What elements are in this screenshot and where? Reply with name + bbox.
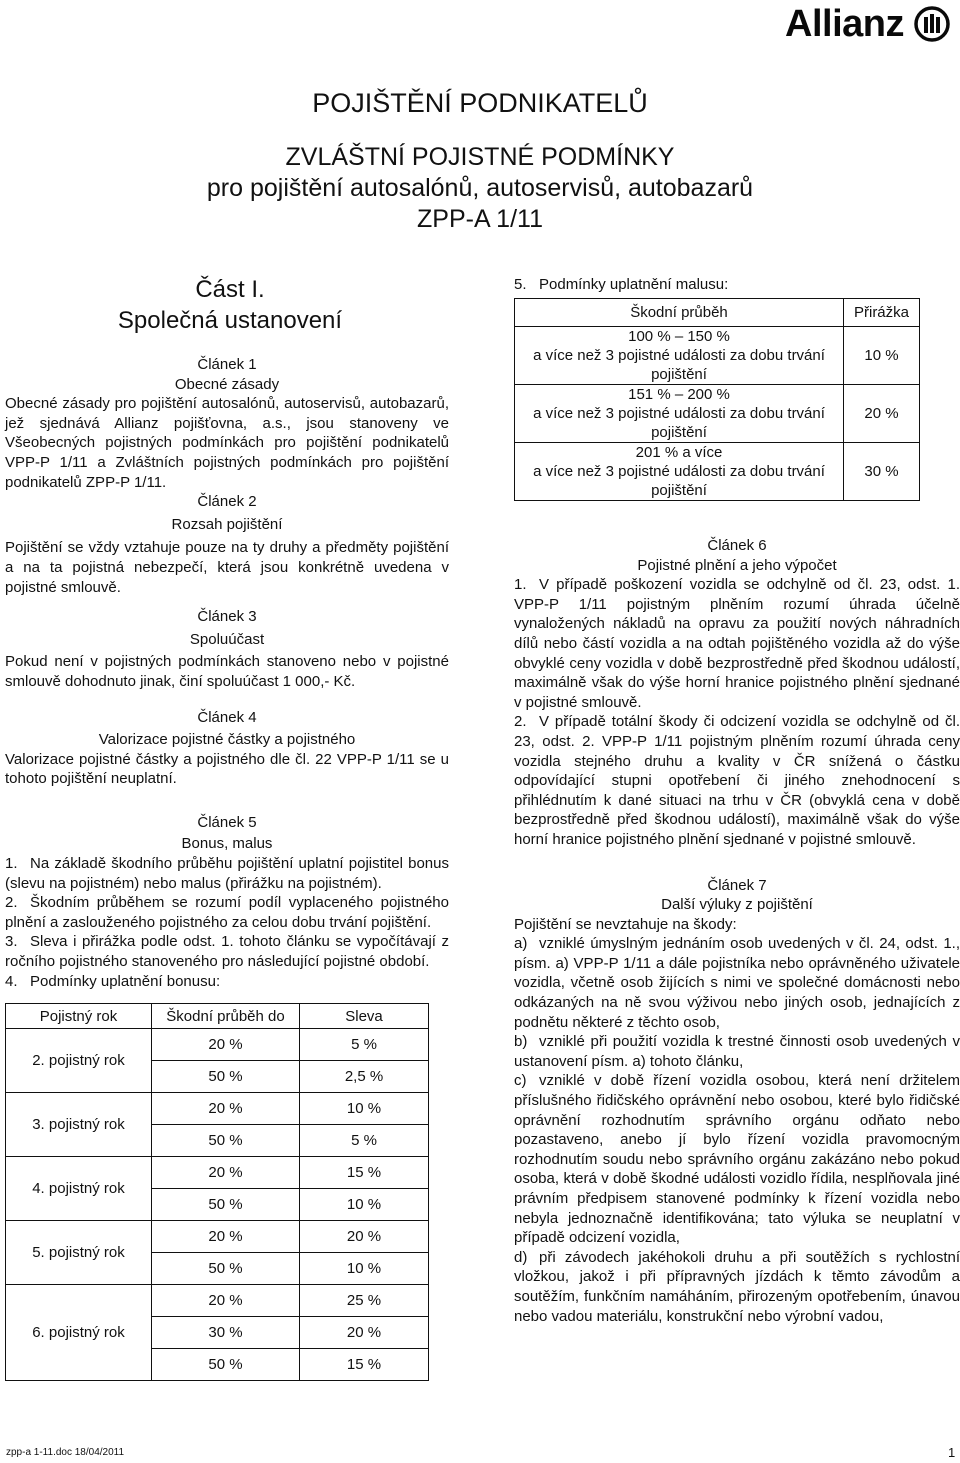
bonus-ratio: 50 % [152,1253,300,1285]
malus-table [514,298,920,501]
item-label: 1. [514,576,527,594]
art7-intro: Pojištění se nevztahuje na škody: [514,915,737,933]
malus-condition: a více než 3 pojistné události za dobu trvání pojištění [533,347,825,383]
document-subtitle [0,142,960,235]
art6-item-1 [514,575,960,712]
malus-condition-cell [515,443,844,501]
bonus-year: 6. pojistný rok [6,1285,152,1381]
item-label: a) [514,935,528,953]
bonus-discount: 5 % [300,1125,429,1157]
bonus-ratio: 50 % [152,1061,300,1093]
malus-surcharge: 10 % [844,327,920,385]
malus-header-row [515,299,920,327]
table-row [515,385,920,443]
table-row [6,1093,429,1125]
art6-number: Článek 6 [707,537,767,554]
item-label: 2. [514,713,527,731]
item-text: vzniklé v době řízení vozidla osobou, která není držitelem příslušného řidičského oprávnění nebo osobou, které bylo řidičské oprávnění rozhodnutím správního orgánu odňato nebo pozastaveno, anebo jí bylo řízení vozidla pravomocným rozhodnutím soudu nebo správního orgánu zakázáno nebo pokud osoba, která v době škodné události vozidlo řídila, nesplňovala jiné právním předpisem stanovené podmínky k řízení vozidla nebo nebyla jednoznačně identifikována; tato výluka se neuplatní v případě odcizení vozidla, [514,1072,960,1247]
bonus-header-discount: Sleva [300,1004,429,1029]
bonus-ratio: 20 % [152,1157,300,1189]
bonus-year: 2. pojistný rok [6,1029,152,1093]
bonus-year: 5. pojistný rok [6,1221,152,1285]
art7-title: Další výluky z pojištění [661,896,813,914]
malus-surcharge: 20 % [844,385,920,443]
malus-range: 151 % – 200 % [628,386,730,403]
bonus-ratio: 30 % [152,1317,300,1349]
art3-title: Spoluúčast [189,630,265,648]
item-label: b) [514,1033,528,1051]
art7-item-c [514,1071,960,1247]
art1-title: Obecné zásady [174,375,280,393]
spacer [5,789,449,813]
allianz-eagle-icon [914,6,950,42]
bonus-header-ratio: Škodní průběh do [152,1004,300,1029]
part-number: Část I. [195,276,265,303]
bonus-ratio: 50 % [152,1349,300,1381]
art5-title: Bonus, malus [181,835,273,853]
art2-number: Článek 2 [197,493,257,511]
item-label: 4. [5,972,18,990]
right-column [514,536,960,1326]
malus-header-ratio: Škodní průběh [515,299,844,327]
item-text: vzniklé úmyslným jednáním osob uvedených v čl. 24, odst. 1., písm. a) VPP-P 1/11 a dále pojistníka nebo oprávněného uživatele vozidla, včetně osob žijících s nimi ve společné domácnosti nebo odkázaných na ně svou výživou nebo jiných osob, jednajících z podnětu některé z těchto osob, [514,935,960,1031]
subtitle-line-2: pro pojištění autosalónů, autoservisů, autobazarů [206,174,754,202]
spacer [5,692,449,708]
left-column [5,355,449,991]
art7-number: Článek 7 [707,876,767,894]
spacer [5,597,449,607]
bonus-discount: 20 % [300,1317,429,1349]
table-row [6,1221,429,1253]
bonus-discount: 25 % [300,1285,429,1317]
page-number: 1 [948,1445,956,1460]
malus-condition-cell [515,327,844,385]
art5-item-4 [5,972,449,992]
art5-number: Článek 5 [197,813,257,831]
bonus-discount: 5 % [300,1029,429,1061]
art7-item-b [514,1032,960,1071]
document-title: POJIŠTĚNÍ PODNIKATELŮ [312,88,648,118]
bonus-header-year: Pojistný rok [6,1004,152,1029]
art4-number: Článek 4 [197,708,257,726]
item-label: c) [514,1072,527,1090]
malus-header-surcharge: Přirážka [844,299,920,327]
table-row [515,327,920,385]
art1-number: Článek 1 [197,356,257,373]
bonus-ratio: 20 % [152,1029,300,1061]
art6-title: Pojistné plnění a jeho výpočet [637,556,837,574]
bonus-ratio: 50 % [152,1189,300,1221]
art2-title: Rozsah pojištění [171,515,283,533]
item-text: Podmínky uplatnění bonusu: [30,972,221,990]
malus-range: 100 % – 150 % [628,328,730,345]
bonus-header-row [6,1004,429,1029]
table-row [6,1157,429,1189]
art7-item-d [514,1248,960,1326]
bonus-discount: 10 % [300,1253,429,1285]
table-row [515,443,920,501]
item-label: 5. [514,276,527,293]
bonus-ratio: 20 % [152,1221,300,1253]
art7-item-a [514,934,960,1032]
part-name: Společná ustanovení [117,307,343,334]
art1-text: Obecné zásady pro pojištění autosalónů, autoservisů, autobazarů, jež sjednává Allianz pojišťovna, a.s., jsou stanoveny ve Všeobecných pojistných podmínkách pro pojištění podnikatelů VPP-P 1/11 a Zvláštních pojistných podmínkách pro pojištění podnikatelů ZPP-P 1/11. [5,395,449,491]
item-text: V případě totální škody či odcizení vozidla se odchylně od čl. 23, odst. 2. VPP-P 1/11 pojistným plněním rozumí úhrada ceny vozidla stejného druhu a kvality v ČR snížená o částku odpovídající stupni opotřebení či jiného znehodnocení s přihlédnutím k dané situaci na trhu v ČR (obvyklá cena v době bezprostředně před škodnou událostí), maximálně však do výše horní hranice pojistného plnění sjednané v pojistné smlouvě. [514,713,960,848]
footer-filename: zpp-a 1-11.doc 18/04/2011 [6,1447,125,1458]
bonus-discount: 10 % [300,1189,429,1221]
malus-condition: a více než 3 pojistné události za dobu trvání pojištění [533,463,825,499]
item-text: Škodním průběhem se rozumí podíl vyplaceného pojistného plnění a zaslouženého pojistného za celou dobu trvání pojištění. [5,894,449,931]
art3-number: Článek 3 [197,608,257,626]
malus-condition: a více než 3 pojistné události za dobu trvání pojištění [533,405,825,441]
item-text: Sleva i přirážka podle odst. 1. tohoto článku se vypočítávají z ročního pojistného stanoveného pro následující pojistné období. [5,933,449,971]
bonus-discount: 20 % [300,1221,429,1253]
bonus-year: 4. pojistný rok [6,1157,152,1221]
bonus-discount: 15 % [300,1349,429,1381]
art6-item-2 [514,712,960,849]
art4-title: Valorizace pojistné částky a pojistného [98,731,356,749]
bonus-ratio: 20 % [152,1093,300,1125]
art5-item-2 [5,893,449,932]
bonus-discount: 2,5 % [300,1061,429,1093]
bonus-ratio: 20 % [152,1285,300,1317]
item-label: 2. [5,894,18,912]
art3-text: Pokud není v pojistných podmínkách stanoveno nebo v pojistné smlouvě dohodnuto jinak, činí spoluúčast 1 000,- Kč. [5,653,449,690]
logo-wordmark: Allianz [785,3,904,45]
item-label: 1. [5,855,18,873]
table-row [6,1029,429,1061]
item-text: vzniklé při použití vozidla k trestné činnosti osob uvedených v ustanovení písm. a) tohoto článku, [514,1033,960,1070]
allianz-logo [785,3,950,45]
art5-item-5 [514,276,728,293]
art5-item-1 [5,854,449,893]
bonus-year: 3. pojistný rok [6,1093,152,1157]
bonus-discount: 10 % [300,1093,429,1125]
bonus-discount: 15 % [300,1157,429,1189]
malus-range: 201 % a více [635,444,723,461]
item-text: V případě poškození vozidla se odchylně od čl. 23, odst. 1. VPP-P 1/11 pojistným plněním rozumí úhrada účelně vynaložených nákladů na opravu za použití nových náhradních dílů nebo částí vozidla a na odtah pojištěného vozidla až do výše obvyklé ceny vozidla v době bezprostředně před škodnou událostí, maximálně však do výše horní hranice pojistného plnění sjednané v pojistné smlouvě. [514,576,960,711]
malus-condition-cell [515,385,844,443]
spacer [514,850,960,876]
item-text: Na základě škodního průběhu pojištění uplatní pojistitel bonus (slevu na pojistném) nebo malus (přirážku na pojistném). [5,855,449,892]
table-row [6,1285,429,1317]
item-text: Podmínky uplatnění malusu: [539,276,729,293]
item-label: d) [514,1248,528,1266]
item-text: při závodech jakéhokoli druhu a při soutěžích s rychlostní vložkou, jakož i při přípravných jízdách k těmto závodům a soutěžím, funkčním namáháním, přirozeným opotřebením, únavou nebo vadou materiálu, konstrukční nebo výrobní vadou, [514,1248,960,1325]
malus-surcharge: 30 % [844,443,920,501]
art5-item-3 [5,932,449,971]
art2-text: Pojištění se vždy vztahuje pouze na ty druhy a předměty pojištění a na ta pojistná nebezpečí, která jsou konkrétně uvedena v pojistné smlouvě. [5,539,449,596]
bonus-ratio: 50 % [152,1125,300,1157]
subtitle-line-3: ZPP-A 1/11 [417,205,543,233]
subtitle-line-1: ZVLÁŠTNÍ POJISTNÉ PODMÍNKY [285,143,675,171]
bonus-table [5,1003,429,1381]
art4-text: Valorizace pojistné částky a pojistného dle čl. 22 VPP-P 1/11 se u tohoto pojištění neuplatní. [5,750,449,788]
item-label: 3. [5,933,18,951]
